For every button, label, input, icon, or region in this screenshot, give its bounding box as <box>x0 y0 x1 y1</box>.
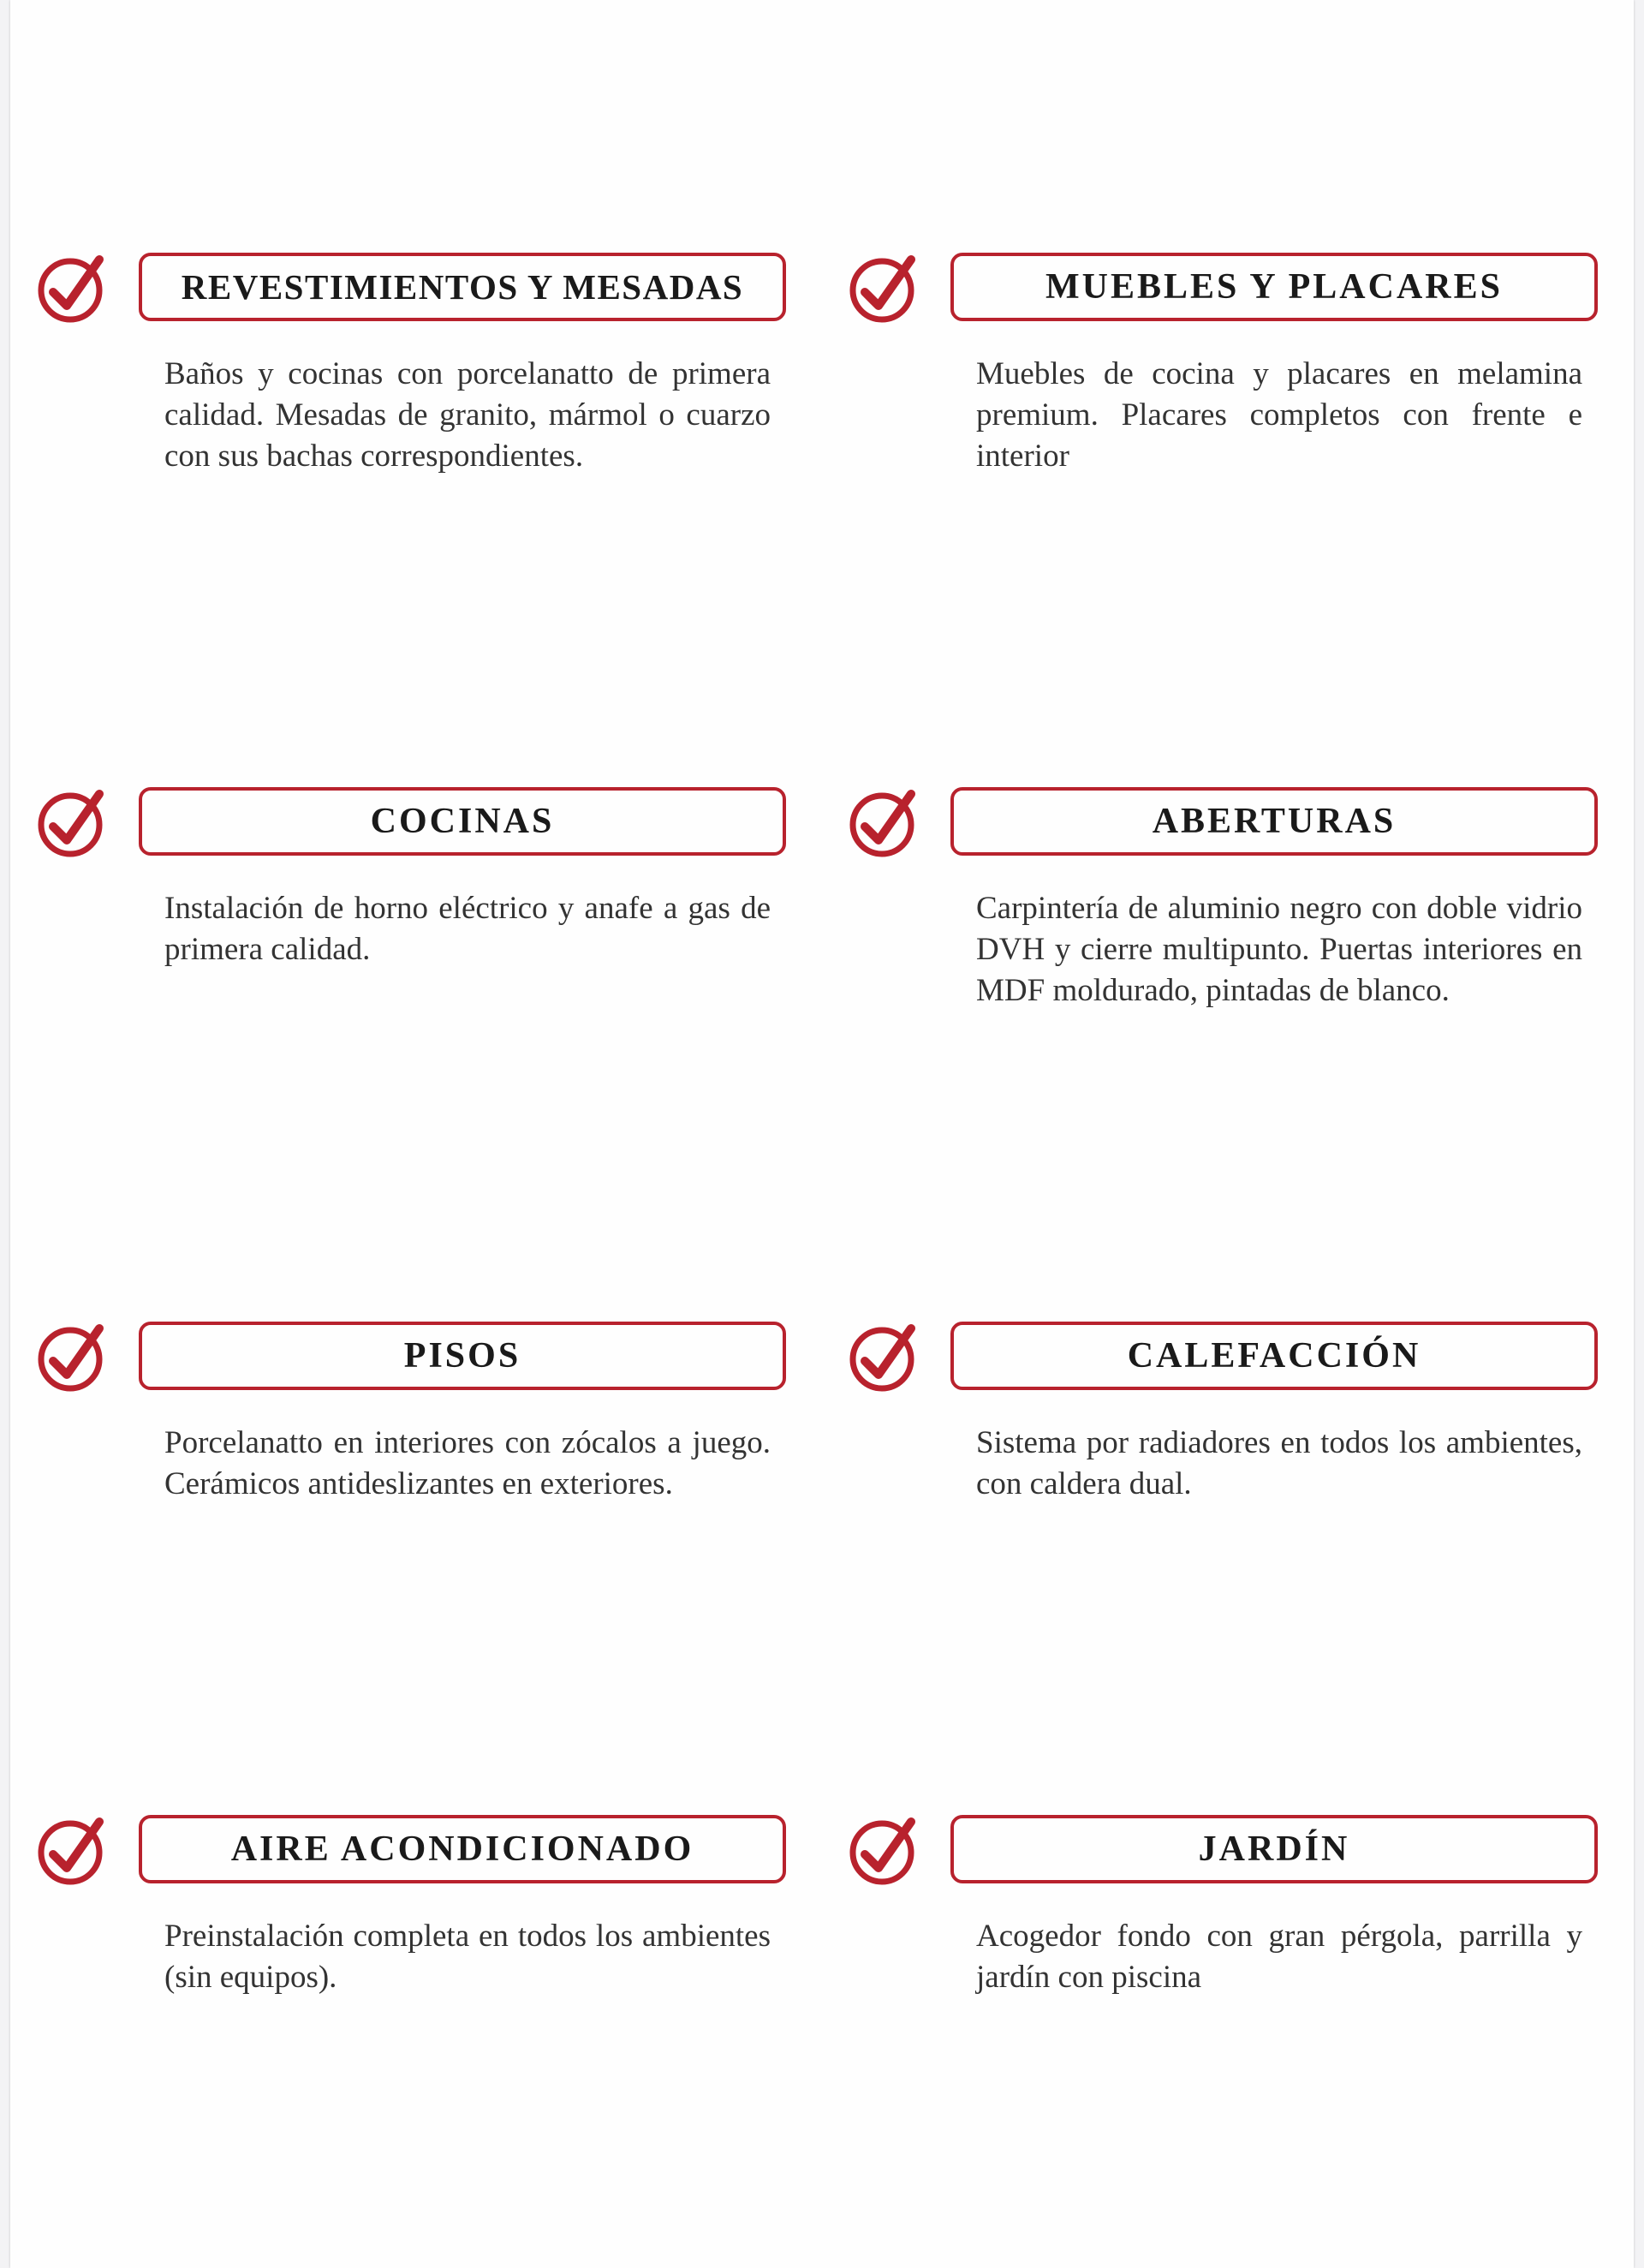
feature-description: Muebles de cocina y placares en melamina premium. Placares completos con frente e interior <box>976 356 1582 474</box>
feature-item-cocinas <box>10 787 781 1147</box>
feature-item-aire <box>10 1815 781 2175</box>
feature-item-pisos <box>10 1322 781 1681</box>
feature-title: JARDÍN <box>950 1815 1598 1883</box>
feature-title: CALEFACCIÓN <box>950 1322 1598 1390</box>
check-circle-icon <box>36 1322 108 1394</box>
check-circle-icon <box>36 1815 108 1887</box>
feature-title: COCINAS <box>139 787 786 856</box>
feature-title: AIRE ACONDICIONADO <box>139 1815 786 1883</box>
feature-item-jardin <box>822 1815 1593 2175</box>
feature-item-muebles <box>822 253 1593 612</box>
feature-description: Baños y cocinas con porcelanatto de primera calidad. Mesadas de granito, mármol o cuarzo con sus bachas correspondientes. <box>164 356 771 474</box>
document-page <box>10 0 1634 2268</box>
feature-description: Acogedor fondo con gran pérgola, parrilla y jardín con piscina <box>976 1919 1582 1995</box>
feature-title: ABERTURAS <box>950 787 1598 856</box>
feature-title: REVESTIMIENTOS Y MESADAS <box>139 253 786 321</box>
feature-title: PISOS <box>139 1322 786 1390</box>
feature-title: MUEBLES Y PLACARES <box>950 253 1598 321</box>
check-circle-icon <box>848 253 920 325</box>
feature-description: Sistema por radiadores en todos los ambientes, con caldera dual. <box>976 1425 1582 1501</box>
feature-description: Instalación de horno eléctrico y anafe a gas de primera calidad. <box>164 891 771 967</box>
check-circle-icon <box>848 787 920 859</box>
feature-item-calefaccion <box>822 1322 1593 1681</box>
check-circle-icon <box>848 1322 920 1394</box>
feature-description: Carpintería de aluminio negro con doble vidrio DVH y cierre multipunto. Puertas interiores en MDF moldurado, pintadas de blanco. <box>976 891 1582 1008</box>
feature-item-revestimientos <box>10 253 781 612</box>
check-circle-icon <box>36 787 108 859</box>
feature-description: Porcelanatto en interiores con zócalos a juego. Cerámicos antideslizantes en exteriores. <box>164 1425 771 1501</box>
check-circle-icon <box>36 253 108 325</box>
feature-description: Preinstalación completa en todos los ambientes (sin equipos). <box>164 1919 771 1995</box>
check-circle-icon <box>848 1815 920 1887</box>
feature-item-aberturas <box>822 787 1593 1147</box>
